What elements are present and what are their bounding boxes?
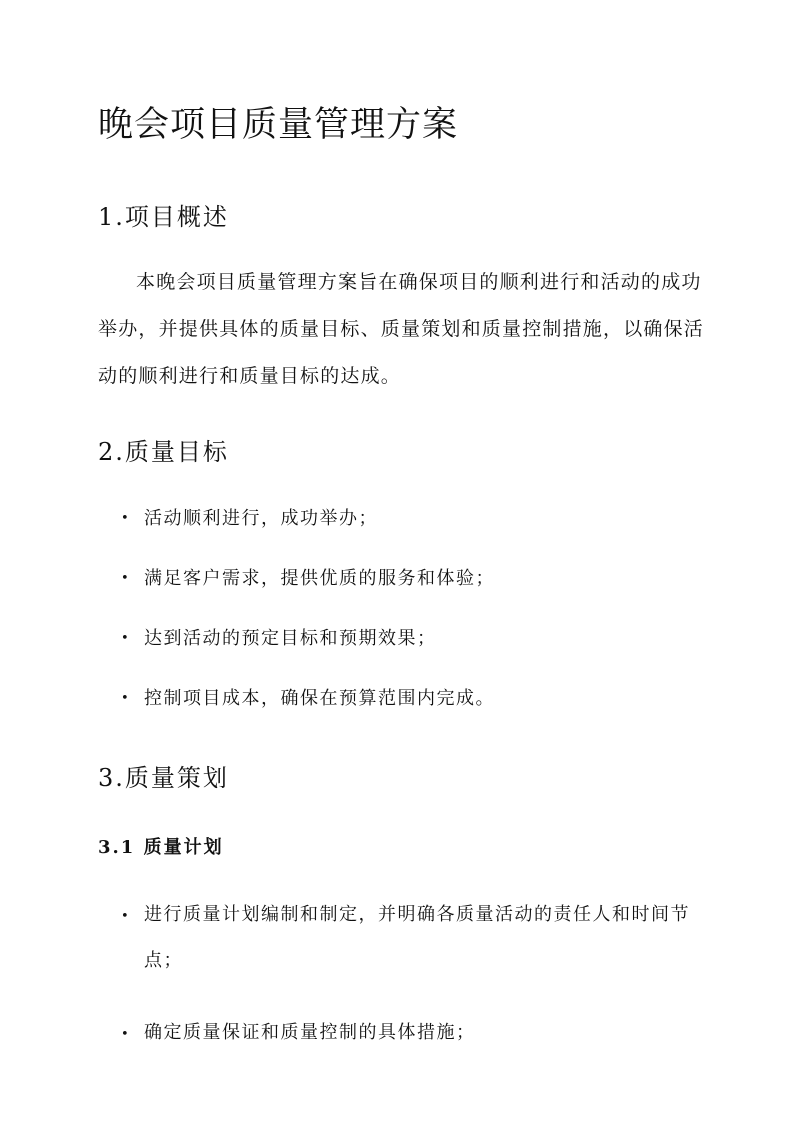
quality-goals-list [98,504,718,744]
quality-plan-list [98,892,718,1056]
bullet-icon: • [121,691,131,706]
bullet-icon: • [121,511,131,526]
section-heading-quality-planning: 3.质量策划 [98,764,229,792]
list-item-text: 活动顺利进行，成功举办； [144,508,378,529]
bullet-icon: • [121,1027,131,1042]
bullet-icon: • [121,909,131,924]
subsection-heading-quality-plan: 3.1 质量计划 [98,837,224,858]
list-item-text: 满足客户需求，提供优质的服务和体验； [144,568,495,589]
bullet-icon: • [121,631,131,646]
list-item [98,504,718,564]
list-item-text: 进行质量计划编制和制定，并明确各质量活动的责任人和时间节点； [144,904,690,971]
document-title: 晚会项目质量管理方案 [98,105,459,145]
list-item [98,564,718,624]
list-item-text: 确定质量保证和质量控制的具体措施； [144,1022,476,1043]
list-item [98,892,718,984]
list-item-text: 达到活动的预定目标和预期效果； [144,628,437,649]
section-heading-overview: 1.项目概述 [98,203,229,231]
list-item [98,624,718,684]
section-heading-quality-goals: 2.质量目标 [98,438,229,466]
overview-paragraph: 本晚会项目质量管理方案旨在确保项目的顺利进行和活动的成功举办，并提供具体的质量目标、质量策划和质量控制措施，以确保活动的顺利进行和质量目标的达成。 [98,271,705,387]
list-item [98,684,718,744]
list-item-text: 控制项目成本，确保在预算范围内完成。 [144,688,495,709]
bullet-icon: • [121,571,131,586]
list-item [98,1010,718,1056]
